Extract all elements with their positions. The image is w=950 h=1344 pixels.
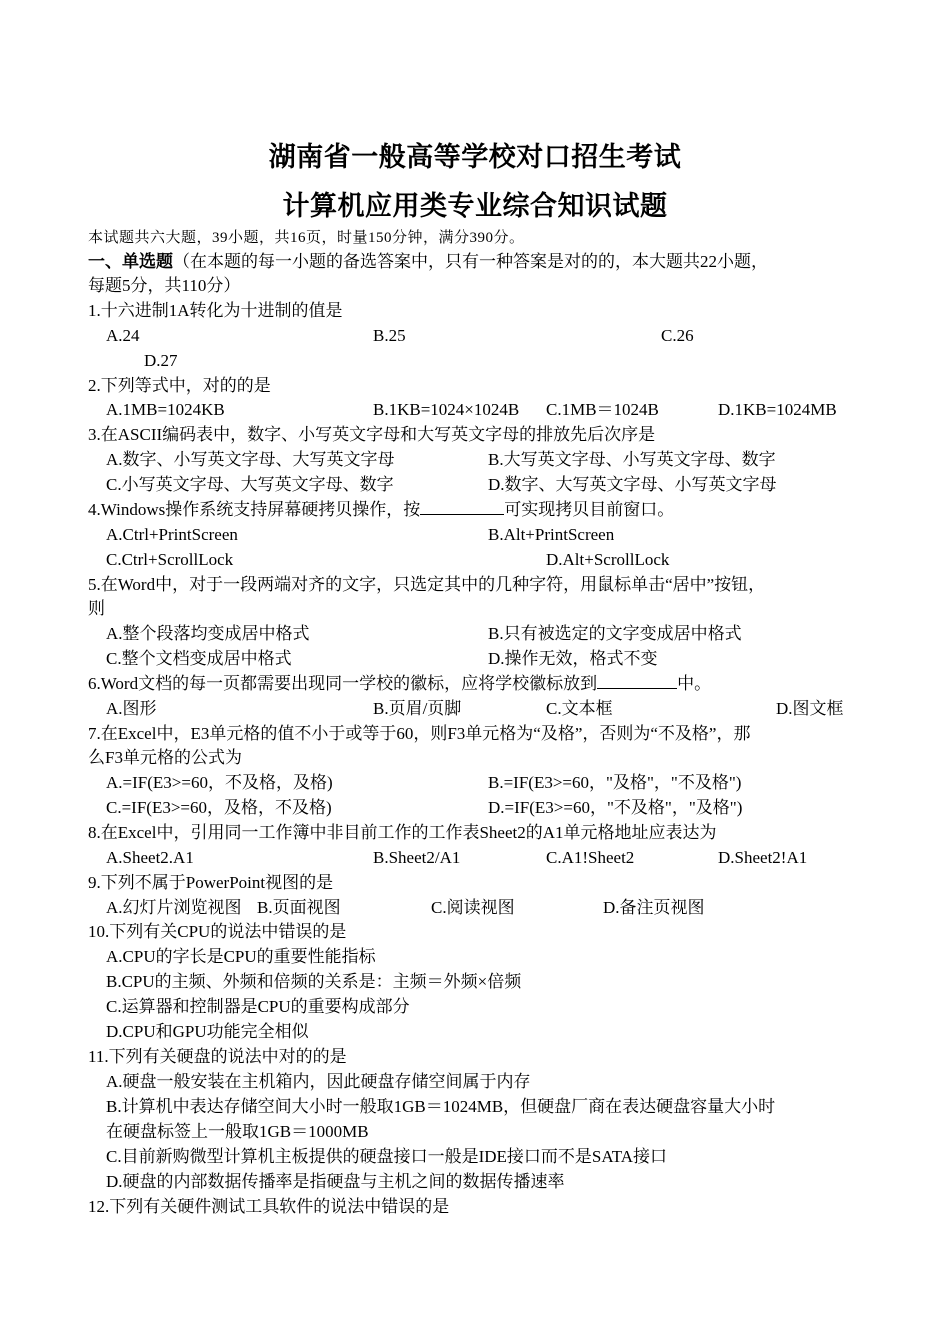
option-c: C.阅读视图 [431,898,515,917]
option-a: A.Ctrl+PrintScreen [106,525,238,544]
section-heading: 一、单选题 [88,252,173,271]
question-stem-cont: 么F3单元格的公式为 [88,748,242,767]
option-a: A.数字、小写英文字母、大写英文字母 [106,450,395,469]
option-b: B.Sheet2/A1 [373,848,461,867]
option-b: B.CPU的主频、外频和倍频的关系是：主频＝外频×倍频 [106,972,522,991]
question-stem: 9.下列不属于PowerPoint视图的是 [88,873,334,892]
option-c: C.文本框 [546,699,613,718]
option-c: C.26 [661,326,694,345]
option-d: D.图文框 [776,699,844,718]
question-stem-cont: 则 [88,599,105,618]
question-stem: 2.下列等式中，对的的是 [88,376,271,395]
option-a: A.CPU的字长是CPU的重要性能指标 [106,947,376,966]
option-c: C.目前新购微型计算机主板提供的硬盘接口一般是IDE接口而不是SATA接口 [106,1147,668,1166]
question-stem: 1.十六进制1A转化为十进制的值是 [88,301,343,320]
option-b-cont: 在硬盘标签上一般取1GB＝1000MB [106,1122,369,1141]
option-b: B.计算机中表达存储空间大小时一般取1GB＝1024MB，但硬盘厂商在表达硬盘容量大小时 [106,1097,776,1116]
option-d: D.27 [144,351,178,370]
option-c: C.A1!Sheet2 [546,848,635,867]
option-b: B.页眉/页脚 [373,699,462,718]
answer-blank [420,500,504,515]
option-c: C.运算器和控制器是CPU的重要构成部分 [106,997,410,1016]
option-d: D.操作无效，格式不变 [488,649,658,668]
option-c: C.整个文档变成居中格式 [106,649,292,668]
question-stem: 7.在Excel中，E3单元格的值不小于或等于60，则F3单元格为“及格”，否则为“不及格”，那 [88,724,751,743]
option-d: D.Sheet2!A1 [718,848,808,867]
option-d: D.=IF(E3>=60，"不及格"，"及格") [488,798,743,817]
exam-title-line1: 湖南省一般高等学校对口招生考试 [268,142,682,173]
question-stem: 3.在ASCII编码表中，数字、小写英文字母和大写英文字母的排放先后次序是 [88,425,656,444]
answer-blank [597,674,677,689]
exam-title-line2: 计算机应用类专业综合知识试题 [282,191,668,222]
option-d: D.硬盘的内部数据传播率是指硬盘与主机之间的数据传播速率 [106,1172,565,1191]
option-d: D.1KB=1024MB [718,400,837,419]
option-d: D.数字、大写英文字母、小写英文字母 [488,475,777,494]
option-a: A.=IF(E3>=60，不及格，及格) [106,773,333,792]
option-d: D.备注页视图 [603,898,705,917]
question-stem: 10.下列有关CPU的说法中错误的是 [88,922,347,941]
option-a: A.硬盘一般安装在主机箱内，因此硬盘存储空间属于内存 [106,1072,531,1091]
question-stem-part2: 中。 [677,674,712,693]
option-b: B.页面视图 [257,898,341,917]
option-a: A.幻灯片浏览视图 [106,898,242,917]
option-b: B.只有被选定的文字变成居中格式 [488,624,742,643]
section-description-cont: 每题5分，共110分） [88,276,241,295]
option-c: C.1MB＝1024B [546,400,659,419]
question-stem: 11.下列有关硬盘的说法中对的的是 [88,1047,347,1066]
option-a: A.Sheet2.A1 [106,848,194,867]
option-b: B.大写英文字母、小写英文字母、数字 [488,450,776,469]
section-heading-line [88,251,768,273]
option-b: B.=IF(E3>=60，"及格"，"不及格") [488,773,742,792]
option-b: B.25 [373,326,406,345]
question-stem-part2: 可实现拷贝目前窗口。 [504,500,675,519]
question-stem [88,499,674,521]
option-c: C.Ctrl+ScrollLock [106,550,234,569]
option-b: B.Alt+PrintScreen [488,525,615,544]
question-stem [88,673,711,695]
option-a: A.整个段落均变成居中格式 [106,624,310,643]
exam-intro: 本试题共六大题，39小题，共16页，时量150分钟，满分390分。 [88,230,525,246]
option-a: A.1MB=1024KB [106,400,225,419]
option-a: A.图形 [106,699,157,718]
question-stem-part1: 4.Windows操作系统支持屏幕硬拷贝操作，按 [88,500,421,519]
option-d: D.Alt+ScrollLock [546,550,670,569]
section-description: （在本题的每一小题的备选答案中，只有一种答案是对的的，本大题共22小题， [173,252,768,271]
option-d: D.CPU和GPU功能完全相似 [106,1022,309,1041]
option-b: B.1KB=1024×1024B [373,400,520,419]
question-stem-part1: 6.Word文档的每一页都需要出现同一学校的徽标，应将学校徽标放到 [88,674,598,693]
question-stem: 8.在Excel中，引用同一工作簿中非目前工作的工作表Sheet2的A1单元格地址应表达为 [88,823,717,842]
question-stem: 5.在Word中，对于一段两端对齐的文字，只选定其中的几种字符，用鼠标单击“居中”按钮， [88,575,766,594]
option-a: A.24 [106,326,140,345]
option-c: C.=IF(E3>=60，及格，不及格) [106,798,332,817]
option-c: C.小写英文字母、大写英文字母、数字 [106,475,394,494]
question-stem: 12.下列有关硬件测试工具软件的说法中错误的是 [88,1197,450,1216]
